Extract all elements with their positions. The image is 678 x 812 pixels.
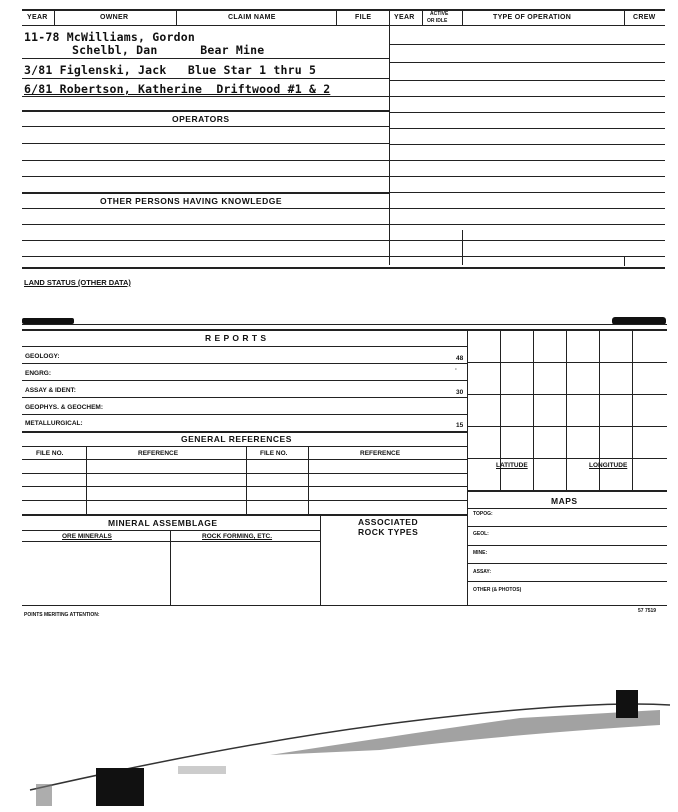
section-line [22, 329, 667, 331]
assoc-rock-1: ASSOCIATED [358, 517, 419, 527]
report-num: 15 [456, 422, 464, 429]
section-line [468, 490, 667, 492]
grid-line [566, 329, 567, 490]
report-label: ASSAY & IDENT: [25, 387, 76, 394]
col-file: FILE [355, 14, 372, 21]
section-line [22, 431, 467, 433]
row-line [390, 240, 665, 241]
row-line [22, 380, 467, 381]
col-year-2: YEAR [394, 14, 415, 21]
grid-line [468, 394, 667, 395]
operators-title: OPERATORS [172, 114, 230, 124]
scan-artifact [0, 680, 678, 812]
row-line [468, 545, 667, 546]
row-line [22, 176, 389, 177]
report-label: GEOPHYS. & GEOCHEM: [25, 404, 104, 411]
row-line [22, 208, 389, 209]
row-line [22, 256, 389, 257]
col-active-1: ACTIVE [430, 11, 449, 17]
points-label: POINTS MERITING ATTENTION: [24, 612, 100, 618]
owner-entry: 6/81 Robertson, Katherine Driftwood #1 & 2 [24, 82, 331, 96]
land-status-title: LAND STATUS (OTHER DATA) [24, 278, 131, 287]
row-line [468, 581, 667, 582]
map-label: TOPOG: [473, 511, 493, 517]
divider [308, 446, 309, 514]
row-line [22, 541, 320, 542]
row-line [22, 414, 467, 415]
row-line [22, 530, 320, 531]
row-line [390, 224, 665, 225]
row-line [22, 324, 667, 325]
row-line [390, 176, 665, 177]
col-active-2: OR IDLE [427, 18, 448, 24]
divider [320, 514, 321, 605]
report-num: 48 [456, 355, 464, 362]
row-line [22, 58, 389, 59]
other-persons-title: OTHER PERSONS HAVING KNOWLEDGE [100, 196, 283, 206]
divider [176, 10, 177, 25]
top-border [22, 9, 665, 11]
divider [624, 256, 625, 266]
row-line [22, 126, 389, 127]
row-line [22, 143, 389, 144]
row-line [468, 526, 667, 527]
row-line [22, 78, 389, 79]
row-line [390, 208, 665, 209]
row-line [390, 192, 665, 193]
header-bottom-border [22, 25, 665, 26]
row-line [22, 224, 389, 225]
divider [54, 10, 55, 25]
section-line [22, 267, 665, 269]
row-line [22, 346, 467, 347]
row-line [390, 128, 665, 129]
maps-title: MAPS [551, 496, 578, 506]
left-right-divider [389, 10, 390, 265]
row-line [22, 240, 389, 241]
row-line [390, 62, 665, 63]
divider [624, 10, 625, 25]
latitude-label: LATITUDE [496, 462, 528, 469]
row-line [22, 363, 467, 364]
refs-col-reference-2: REFERENCE [360, 450, 401, 457]
row-line [468, 508, 667, 509]
divider [246, 446, 247, 514]
grid-line [468, 362, 667, 363]
report-num: · [455, 366, 458, 373]
row-line [22, 397, 467, 398]
col-owner: OWNER [100, 14, 129, 21]
divider [462, 10, 463, 25]
map-label: OTHER (& PHOTOS) [473, 587, 522, 593]
divider [86, 446, 87, 514]
map-label: MINE: [473, 550, 488, 556]
col-year: YEAR [27, 14, 48, 21]
row-line [390, 144, 665, 145]
section-line [22, 514, 467, 516]
divider [422, 10, 423, 25]
row-line [22, 486, 467, 487]
map-label: ASSAY: [473, 569, 492, 575]
report-label: METALLURGICAL: [25, 420, 83, 427]
grid-line [468, 458, 667, 459]
owner-entry: 3/81 Figlenski, Jack Blue Star 1 thru 5 [24, 63, 317, 77]
map-label: GEOL: [473, 531, 489, 537]
col-type-of-operation: TYPE OF OPERATION [493, 14, 572, 21]
bottom-line [22, 605, 667, 606]
form-number: 57 7519 [638, 608, 657, 614]
divider [336, 10, 337, 25]
row-line [390, 96, 665, 97]
report-num: 30 [456, 389, 464, 396]
divider [462, 230, 463, 265]
refs-col-reference: REFERENCE [138, 450, 179, 457]
longitude-label: LONGITUDE [589, 462, 628, 469]
row-line [22, 500, 467, 501]
row-line [22, 160, 389, 161]
report-label: GEOLOGY: [25, 353, 60, 360]
row-line [22, 473, 467, 474]
assoc-rock-2: ROCK TYPES [358, 527, 419, 537]
row-line [390, 80, 665, 81]
rock-forming: ROCK FORMING, ETC. [202, 533, 273, 540]
report-label: ENGRG: [25, 370, 51, 377]
owner-entry: Schelbl, Dan Bear Mine [72, 43, 265, 57]
row-line [22, 459, 467, 460]
grid-line [468, 426, 667, 427]
section-line [22, 110, 389, 112]
row-line [390, 160, 665, 161]
mineral-title: MINERAL ASSEMBLAGE [108, 518, 218, 528]
section-line [22, 192, 389, 194]
col-crew: CREW [633, 14, 656, 21]
col-claim-name: CLAIM NAME [228, 14, 276, 21]
reports-title: R E P O R T S [205, 333, 267, 343]
general-refs-title: GENERAL REFERENCES [181, 434, 292, 444]
grid-line [533, 329, 534, 490]
row-line [468, 563, 667, 564]
refs-col-file-no: FILE NO. [36, 450, 64, 457]
row-line [22, 96, 389, 97]
grid-line [632, 329, 633, 490]
row-line [22, 446, 467, 447]
owner-entry: 11-78 McWilliams, Gordon [24, 30, 195, 44]
refs-col-file-no-2: FILE NO. [260, 450, 288, 457]
row-line [390, 112, 665, 113]
row-line [390, 44, 665, 45]
ore-minerals: ORE MINERALS [62, 533, 112, 540]
